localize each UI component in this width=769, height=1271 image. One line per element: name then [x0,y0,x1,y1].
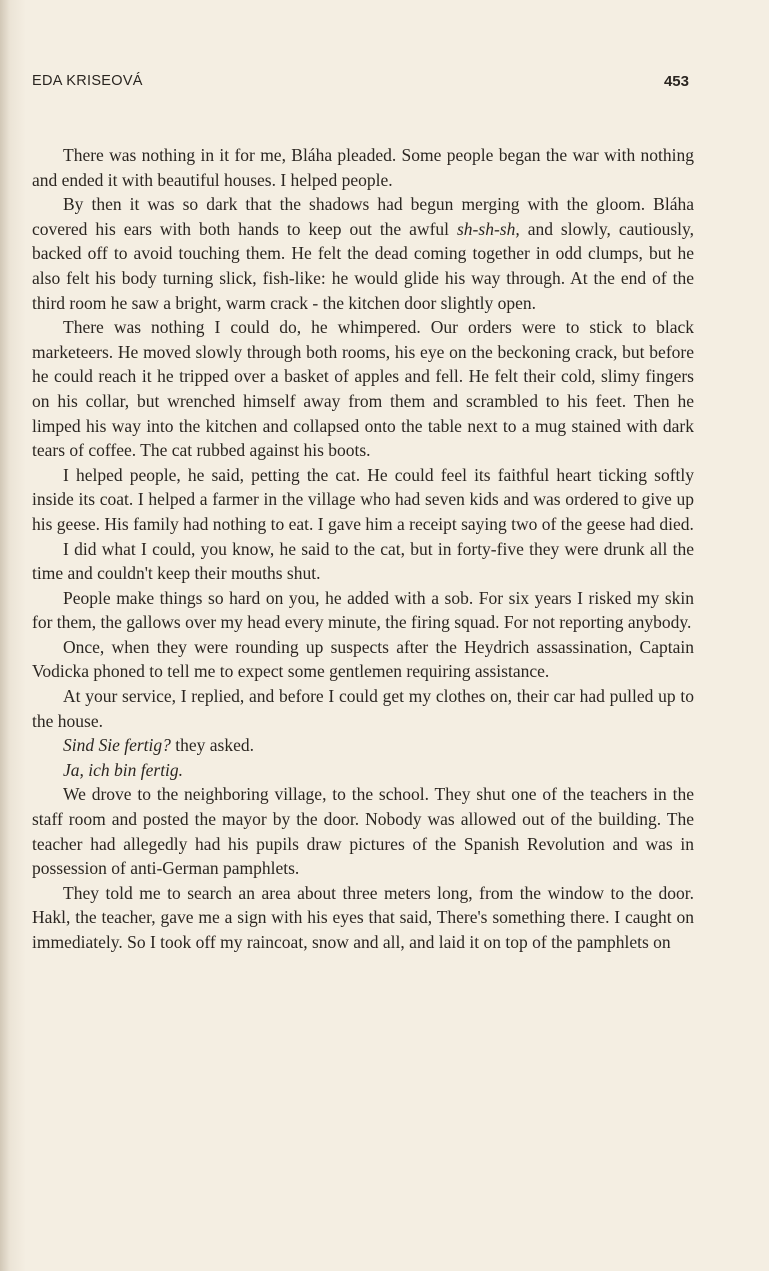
text-run: I helped people, he said, petting the cat. He could feel its faithful heart ticking softly inside its coat. I helped a farmer in the village who had seven kids and was ordered to give up his geese. His family had nothing to eat. I gave him a receipt saying two of the geese had died. [32,464,694,534]
running-head [32,73,689,93]
italic-text: Sind Sie fertig? [63,735,171,756]
italic-text: sh-sh-sh, [457,218,520,239]
text-run: I did what I could, you know, he said to the cat, but in forty-five they were drunk all the time and couldn't keep their mouths shut. [32,538,694,584]
text-run: By then it was so dark that the shadows had begun merging with the gloom. Bláha covered his ears with both hands to keep out the awful [32,194,694,239]
paragraph [32,758,694,783]
paragraph [32,463,694,537]
text-run: We drove to the neighboring village, to the school. They shut one of the teachers in the staff room and posted the mayor by the door. Nobody was allowed out of the building. The teacher had allegedly had his pupils draw pictures of the Spanish Revolution and was in possession of anti-German pamphlets. [32,784,694,879]
text-run: Once, when they were rounding up suspects after the Heydrich assassination, Captain Vodicka phoned to tell me to expect some gentlemen requiring assistance. [32,636,694,682]
paragraph [32,635,694,684]
italic-text: Ja, ich bin fertig. [63,759,184,780]
paragraph [32,586,694,635]
page-number: 453 [663,73,689,90]
paragraph [32,684,694,733]
text-run: At your service, I replied, and before I could get my clothes on, their car had pulled up to the house. [32,686,694,731]
paragraph [32,192,694,315]
paragraph [32,733,694,758]
paragraph [32,315,694,463]
text-run: They told me to search an area about three meters long, from the window to the door. Hakl, the teacher, gave me a sign with his eyes that said, There's something there. I caught on immediately. So I took off my raincoat, snow and all, and laid it on top of the pamphlets on [32,882,694,952]
paragraph [32,143,694,192]
paragraph [32,881,694,955]
text-run: and slowly, cautiously, backed off to avoid touching them. He felt the dead coming together in odd clumps, but he also felt his body turning slick, fish-like: he would glide his way through. At the end of the third room he saw a bright, warm crack - the kitchen door slightly open. [32,218,694,313]
paragraph [32,782,694,880]
text-run: There was nothing I could do, he whimpered. Our orders were to stick to black marketeers. He moved slowly through both rooms, his eye on the beckoning crack, but before he could reach it he tripped over a basket of apples and fell. He felt their cold, slimy fingers on his collar, but wrenched himself away from them and scrambled to his feet. Then he limped his way into the kitchen and collapsed onto the table next to a mug stained with dark tears of coffee. The cat rubbed against his boots. [32,317,694,461]
text-run: There was nothing in it for me, Bláha pleaded. Some people began the war with nothing and ended it with beautiful houses. I helped people. [32,145,694,190]
body-text [32,143,694,955]
text-run: People make things so hard on you, he added with a sob. For six years I risked my skin for them, the gallows over my head every minute, the firing squad. For not reporting anybody. [32,587,694,633]
text-run: they asked. [170,735,255,756]
paragraph [32,537,694,586]
author-name: EDA KRISEOVÁ [32,73,143,89]
